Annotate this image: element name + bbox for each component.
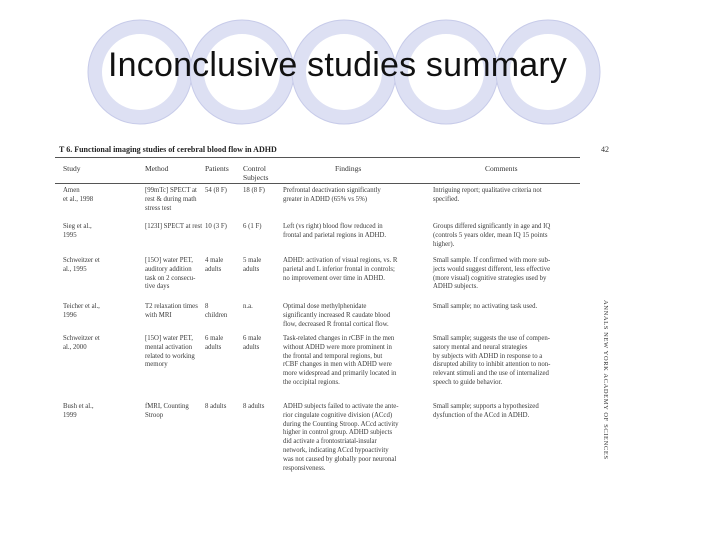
table-cell-patients xyxy=(205,403,239,412)
table-cell-controls xyxy=(243,303,277,312)
table-cell-patients xyxy=(205,335,239,353)
table-cell-study xyxy=(63,223,135,241)
slide-title: Inconclusive studies summary xyxy=(108,46,568,84)
cell-line: Schweitzer et xyxy=(63,257,100,264)
cell-line: by subjects with ADHD in response to a xyxy=(433,352,543,360)
page-number: 42 xyxy=(601,145,609,154)
cell-line: 8 adults xyxy=(205,403,227,410)
table-cell-controls xyxy=(243,257,277,275)
cell-line: n.a. xyxy=(243,303,253,310)
cell-line: speech to guide behavior. xyxy=(433,378,503,386)
cell-line: relevant stimuli and the use of internalized xyxy=(433,370,549,378)
cell-line: 1996 xyxy=(63,311,77,319)
table-cell-findings xyxy=(283,403,433,473)
cell-line: ADHD: activation of visual regions, vs. R xyxy=(283,257,398,264)
cell-line: Bush et al., xyxy=(63,403,94,410)
cell-line: [123I] SPECT at rest xyxy=(145,223,203,230)
table-cell-study xyxy=(63,187,135,205)
cell-line: Small sample; no activating task used. xyxy=(433,303,538,310)
cell-line: mental activation xyxy=(145,343,192,351)
cell-line: specified. xyxy=(433,195,460,203)
cell-line: 4 male xyxy=(205,257,224,264)
table-cell-findings xyxy=(283,303,433,329)
cell-line: [15O] water PET, xyxy=(145,335,194,342)
table-cell-method xyxy=(145,223,207,232)
table-cell-comments xyxy=(433,187,583,205)
cell-line: auditory addition xyxy=(145,265,192,273)
table-cell-findings xyxy=(283,335,433,388)
table-cell-patients xyxy=(205,187,239,196)
cell-line: did activate a frontostriatal-insular xyxy=(283,438,377,446)
cell-line: Small sample; supports a hypothesized xyxy=(433,403,539,410)
journal-name: ANNALS NEW YORK ACADEMY OF SCIENCES xyxy=(602,300,609,460)
cell-line: rCBF changes in men with ADHD were xyxy=(283,361,392,369)
cell-line: Intriguing report; qualitative criteria not xyxy=(433,187,542,194)
cell-line: Optimal dose methylphenidate xyxy=(283,303,367,310)
table-cell-patients xyxy=(205,223,239,232)
cell-line: frontal and parietal regions in ADHD. xyxy=(283,231,387,239)
cell-line: adults xyxy=(205,265,222,273)
table-cell-study xyxy=(63,335,135,353)
cell-line: the frontal and temporal regions, but xyxy=(283,352,383,360)
table-cell-study xyxy=(63,303,135,321)
cell-line: 6 male xyxy=(243,335,262,342)
cell-line: al., 2000 xyxy=(63,343,87,351)
cell-line: 1995 xyxy=(63,231,77,239)
cell-line: 8 adults xyxy=(243,403,265,410)
table-caption: T 6. Functional imaging studies of cerebral blood flow in ADHD xyxy=(59,145,277,154)
cell-line: Task-related changes in rCBF in the men xyxy=(283,335,395,342)
cell-line: was not caused by globally poor neuronal xyxy=(283,455,397,463)
table-cell-method xyxy=(145,403,207,421)
cell-line: Small sample; suggests the use of compen- xyxy=(433,335,551,342)
cell-line: rest & during math xyxy=(145,195,197,203)
cell-line: ADHD subjects. xyxy=(433,283,478,291)
cell-line: al., 1995 xyxy=(63,265,87,273)
table-cell-controls xyxy=(243,403,277,412)
table-image xyxy=(55,145,609,490)
cell-line: 18 (8 F) xyxy=(243,187,265,194)
cell-line: Amen xyxy=(63,187,80,194)
table-cell-patients xyxy=(205,303,239,321)
cell-line: Schweitzer et xyxy=(63,335,100,342)
cell-line: related to working xyxy=(145,352,195,360)
header-controls: Control Subjects xyxy=(243,164,269,182)
cell-line: children xyxy=(205,311,228,319)
cell-line: 6 (1 F) xyxy=(243,223,262,230)
cell-line: with MRI xyxy=(145,311,172,319)
cell-line: adults xyxy=(205,343,222,351)
cell-line: higher). xyxy=(433,240,455,248)
cell-line: (more visual) cognitive strategies used by xyxy=(433,274,547,282)
cell-line: greater in ADHD (65% vs 5%) xyxy=(283,195,367,203)
table-cell-findings xyxy=(283,223,433,241)
table-cell-controls xyxy=(243,223,277,232)
cell-line: 6 male xyxy=(205,335,224,342)
table-cell-patients xyxy=(205,257,239,275)
header-method: Method xyxy=(145,164,169,173)
cell-line: memory xyxy=(145,361,168,369)
cell-line: Sieg et al., xyxy=(63,223,92,230)
cell-line: 1999 xyxy=(63,411,77,419)
header-study: Study xyxy=(63,164,81,173)
table-cell-findings xyxy=(283,257,433,283)
cell-line: 54 (8 F) xyxy=(205,187,227,194)
cell-line: (controls 5 years older, mean IQ 15 points xyxy=(433,231,548,239)
cell-line: [99mTc] SPECT at xyxy=(145,187,197,194)
cell-line: Left (vs right) blood flow reduced in xyxy=(283,223,383,230)
cell-line: et al., 1998 xyxy=(63,195,94,203)
cell-line: flow, decreased R frontal cortical flow. xyxy=(283,320,389,328)
table-cell-comments xyxy=(433,403,583,421)
table-cell-method xyxy=(145,187,207,213)
cell-line: Small sample. If confirmed with more sub- xyxy=(433,257,551,264)
cell-line: [15O] water PET, xyxy=(145,257,194,264)
table-cell-controls xyxy=(243,335,277,353)
cell-line: 8 xyxy=(205,303,209,310)
table-cell-comments xyxy=(433,303,583,312)
cell-line: parietal and L inferior frontal in controls; xyxy=(283,265,395,273)
table-cell-method xyxy=(145,257,207,292)
table-top-rule xyxy=(55,157,580,158)
cell-line: 10 (3 F) xyxy=(205,223,227,230)
table-cell-findings xyxy=(283,187,433,205)
table-cell-controls xyxy=(243,187,277,196)
header-comments: Comments xyxy=(485,164,518,173)
table-cell-study xyxy=(63,257,135,275)
cell-line: network, indicating ACcd hypoactivity xyxy=(283,446,389,454)
cell-line: Teicher et al., xyxy=(63,303,100,310)
header-bottom-rule xyxy=(55,183,580,184)
table-cell-method xyxy=(145,303,207,321)
header-findings: Findings xyxy=(335,164,362,173)
cell-line: 5 male xyxy=(243,257,262,264)
cell-line: jects would suggest different, less effective xyxy=(433,265,551,273)
table-cell-comments xyxy=(433,335,583,388)
cell-line: responsiveness. xyxy=(283,464,326,472)
cell-line: dysfunction of the ACcd in ADHD. xyxy=(433,411,530,419)
cell-line: fMRI, Counting xyxy=(145,403,189,410)
cell-line: stress test xyxy=(145,204,172,212)
cell-line: the occipital regions. xyxy=(283,378,340,386)
cell-line: more widespread and primarily located in xyxy=(283,370,397,378)
cell-line: no improvement over time in ADHD. xyxy=(283,274,385,282)
cell-line: tive days xyxy=(145,283,170,291)
cell-line: ADHD subjects failed to activate the ante- xyxy=(283,403,399,410)
table-cell-method xyxy=(145,335,207,370)
cell-line: higher in control group. ADHD subjects xyxy=(283,429,393,437)
table-cell-comments xyxy=(433,223,583,249)
cell-line: rior cingulate cognitive division (ACcd) xyxy=(283,411,393,419)
cell-line: significantly increased R caudate blood xyxy=(283,311,391,319)
cell-line: adults xyxy=(243,343,260,351)
cell-line: Prefrontal deactivation significantly xyxy=(283,187,381,194)
cell-line: satory mental and neural strategies xyxy=(433,343,528,351)
cell-line: Stroop xyxy=(145,411,164,419)
header-patients: Patients xyxy=(205,164,229,173)
cell-line: during the Counting Stroop. ACcd activity xyxy=(283,420,399,428)
cell-line: without ADHD were more prominent in xyxy=(283,343,392,351)
cell-line: task on 2 consecu- xyxy=(145,274,196,282)
cell-line: T2 relaxation times xyxy=(145,303,198,310)
cell-line: adults xyxy=(243,265,260,273)
cell-line: disrupted ability to inhibit attention to non- xyxy=(433,361,551,369)
running-header-vertical xyxy=(598,300,612,480)
table-cell-comments xyxy=(433,257,583,292)
table-cell-study xyxy=(63,403,135,421)
cell-line: Groups differed significantly in age and IQ xyxy=(433,223,551,230)
